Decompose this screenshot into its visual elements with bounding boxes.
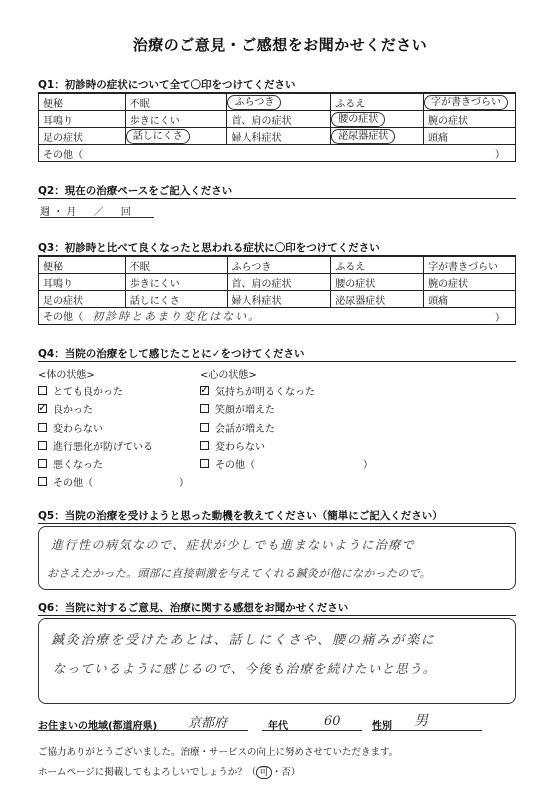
q4-mind-heading: <心の状態>: [200, 370, 257, 381]
q3-cell[interactable]: 歩きにくい: [125, 274, 227, 291]
q4-body-option-very-good[interactable]: とても良かった: [38, 384, 189, 402]
q4-body-heading: <体の状態>: [38, 370, 95, 381]
q3-cell[interactable]: 婦人科症状: [227, 291, 331, 308]
q4-mind-option-brighter[interactable]: ✓ 気持ちが明るくなった: [200, 383, 315, 398]
q3-row-2: [39, 274, 516, 291]
q1-cell-leg[interactable]: 足の症状: [39, 128, 126, 145]
q3-cell[interactable]: 首、肩の症状: [227, 274, 331, 291]
q3-cell[interactable]: 不眠: [125, 257, 227, 274]
q3-cell[interactable]: 便秘: [39, 257, 126, 274]
q4-heading: Q4：当院の治療をして感じたことに✓をつけてください: [38, 348, 305, 360]
q1-cell-headache[interactable]: 頭痛: [424, 128, 516, 145]
sex-label: 性別: [372, 721, 392, 732]
q1-row-1: [39, 94, 516, 111]
q1-cell-constipation[interactable]: 便秘: [39, 94, 126, 111]
hp-permission-question: ホームページに掲載してもよろしいでしょうか？（ 可 ・否）: [38, 767, 301, 778]
q3-cell[interactable]: ふらつき: [227, 257, 331, 274]
q5-underline: [38, 523, 516, 524]
q1-cell-tremor[interactable]: ふるえ: [331, 94, 424, 111]
circled-mark: 泌尿器症状: [331, 129, 395, 144]
q2-underline: [38, 198, 516, 199]
q4-body-option-good[interactable]: ✓ 良かった: [38, 401, 93, 417]
q3-other-answer: 初診時とあまり変化はない。: [92, 310, 262, 323]
q1-cell-lower-back[interactable]: [331, 111, 424, 128]
q1-cell-gynecological[interactable]: 婦人科症状: [227, 128, 331, 145]
q4-body-list: [38, 384, 189, 494]
q4-underline: [38, 361, 516, 362]
q5-answer-box[interactable]: [38, 526, 516, 590]
circled-mark: 腰の症状: [331, 112, 385, 127]
q6-answer-line-2: なっているように感じるので、今後も治療を続けたいと思う。: [53, 661, 437, 676]
q6-answer-box[interactable]: [38, 618, 516, 704]
checkbox[interactable]: [200, 423, 209, 432]
q3-other-field[interactable]: [39, 308, 516, 325]
sex-field[interactable]: [372, 712, 482, 731]
q5-answer-line-1: 進行性の病気なので、症状が少しでも進まないように治療で: [51, 538, 416, 552]
q3-other-close: ）: [495, 313, 505, 324]
q3-row-1: [39, 257, 516, 274]
age-value: 60: [324, 714, 341, 729]
q2-heading: Q2：現在の治療ペースをご記入ください: [38, 185, 233, 197]
q4-mind-option-more-conversation[interactable]: 会話が増えた: [200, 421, 373, 439]
q1-cell-urological[interactable]: [331, 128, 424, 145]
q1-cell-arm[interactable]: 腕の症状: [424, 111, 516, 128]
checkmark-icon: ✓: [38, 401, 48, 415]
q2-slash: ／: [93, 207, 104, 218]
q3-cell[interactable]: ふるえ: [331, 257, 424, 274]
q3-cell[interactable]: 頭痛: [424, 291, 516, 308]
q1-other-label: その他（: [43, 149, 83, 161]
circled-mark: 話しにくさ: [126, 129, 190, 144]
q1-cell-speech-difficulty[interactable]: [125, 128, 227, 145]
q6-answer-line-1: 鍼灸治療を受けたあとは、話しにくさや、腰の痛みが楽に: [51, 633, 436, 648]
checkbox-checked[interactable]: [200, 383, 210, 396]
q1-cell-neck-shoulder[interactable]: 首、肩の症状: [227, 111, 331, 128]
q4-mind-list: [200, 384, 373, 475]
q4-body-option-worse[interactable]: 悪くなった: [38, 457, 189, 475]
checkbox[interactable]: [38, 477, 47, 486]
q3-improvement-table: [38, 256, 516, 325]
age-label: 年代: [268, 721, 288, 732]
q4-mind-option-other[interactable]: その他（ ）: [200, 457, 373, 475]
area-value: 京都府: [188, 716, 228, 731]
q3-row-3: [39, 291, 516, 308]
q3-cell[interactable]: 字が書きづらい: [424, 257, 516, 274]
q5-answer-line-2: おさえたかった。頭部に直接刺激を与えてくれる鍼灸が他になかったので。: [47, 567, 431, 580]
q3-cell[interactable]: 腕の症状: [424, 274, 516, 291]
q2-pace-field[interactable]: [40, 203, 154, 218]
q4-body-option-other[interactable]: その他（ ）: [38, 475, 189, 493]
checkbox[interactable]: [200, 459, 209, 468]
q2-dot: ・: [53, 207, 64, 218]
q1-row-other: [39, 145, 516, 162]
area-field[interactable]: [38, 712, 248, 731]
q3-cell[interactable]: 腰の症状: [331, 274, 424, 291]
q1-other-field[interactable]: [39, 145, 516, 162]
q1-row-2: [39, 111, 516, 128]
q1-cell-walking-difficulty[interactable]: 歩きにくい: [125, 111, 227, 128]
q6-underline: [38, 615, 516, 616]
age-field[interactable]: [262, 712, 362, 731]
q2-times: 回: [120, 207, 131, 218]
area-label: お住まいの地域(都道府県): [38, 721, 158, 732]
form-title: 治療のご意見・ご感想をお聞かせください: [132, 36, 428, 54]
sex-value: 男: [414, 713, 428, 729]
q1-row-3: [39, 128, 516, 145]
checkbox[interactable]: [200, 441, 209, 450]
q2-week: 週: [40, 207, 50, 218]
checkbox[interactable]: [38, 441, 47, 450]
q1-heading: Q1：初診時の症状について全て〇印をつけてください: [38, 79, 296, 91]
q1-cell-insomnia[interactable]: 不眠: [125, 94, 227, 111]
q4-mind-option-more-smiles[interactable]: 笑顔が増えた: [200, 402, 373, 420]
q5-heading: Q5：当院の治療を受けようと思った動機を教えてください（簡単にご記入ください）: [38, 510, 443, 522]
q3-heading: Q3：初診時と比べて良くなったと思われる症状に〇印をつけてください: [38, 242, 380, 254]
thanks-message: ご協力ありがとうございました。治療・サービスの向上に努めさせていただきます。: [38, 747, 399, 758]
checkbox[interactable]: [200, 404, 209, 413]
q3-cell[interactable]: 話しにくさ: [125, 291, 227, 308]
q1-symptom-table: [38, 93, 516, 162]
q2-month: 月: [66, 207, 77, 218]
checkbox[interactable]: [38, 386, 47, 395]
q6-heading: Q6：当院に対するご意見、治療に関する感想をお聞かせください: [38, 602, 349, 614]
checkbox[interactable]: [38, 423, 47, 432]
checkbox[interactable]: [38, 459, 47, 468]
q4-body-option-progression-prevented[interactable]: 進行悪化が防げている: [38, 439, 189, 457]
q3-cell[interactable]: 泌尿器症状: [331, 291, 424, 308]
q1-cell-writing-difficulty[interactable]: [424, 94, 516, 111]
hp-yes-option[interactable]: 可: [256, 766, 272, 779]
q3-other-label: その他（: [43, 312, 83, 323]
checkmark-icon: ✓: [200, 383, 210, 396]
circled-mark: 字が書きづらい: [424, 95, 508, 110]
q3-row-other: [39, 308, 516, 325]
q4-body-option-no-change[interactable]: 変わらない: [38, 421, 189, 439]
checkbox-checked[interactable]: [38, 401, 48, 415]
q1-cell-dizziness[interactable]: [227, 94, 331, 111]
hp-no-option[interactable]: 否: [281, 767, 291, 778]
q4-mind-option-no-change[interactable]: 変わらない: [200, 439, 373, 457]
circled-mark: ふらつき: [227, 95, 281, 110]
q1-cell-tinnitus[interactable]: 耳鳴り: [39, 111, 126, 128]
q3-cell[interactable]: 耳鳴り: [39, 274, 126, 291]
q3-cell[interactable]: 足の症状: [39, 291, 126, 308]
q1-other-close: ）: [495, 150, 505, 161]
